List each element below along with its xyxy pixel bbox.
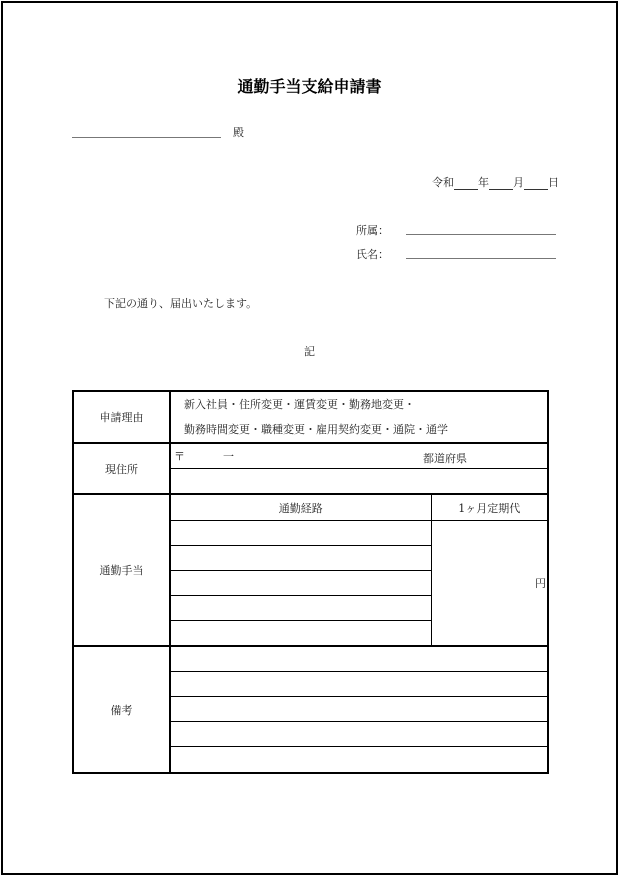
address-field[interactable]	[170, 443, 548, 494]
remarks-field-5[interactable]	[170, 747, 548, 774]
postal-mark: 〒	[174, 450, 185, 463]
addressee-line[interactable]	[72, 137, 221, 138]
year-label: 年	[478, 176, 489, 189]
reason-options[interactable]	[170, 391, 548, 443]
name-label: 氏名：	[356, 248, 389, 261]
reason-row	[73, 391, 548, 443]
route-field-4[interactable]	[170, 596, 431, 621]
reason-label: 申請理由	[73, 391, 170, 443]
day-label: 日	[548, 176, 559, 189]
route-field-5[interactable]	[170, 621, 431, 647]
remarks-row	[73, 646, 548, 672]
route-field-3[interactable]	[170, 571, 431, 596]
ki-heading: 記	[304, 345, 315, 358]
route-field-2[interactable]	[170, 546, 431, 571]
document-title: 通勤手当支給申請書	[237, 77, 382, 96]
address-line-2[interactable]	[171, 469, 547, 493]
allowance-label: 通勤手当	[73, 494, 170, 646]
address-row	[73, 443, 548, 494]
intro-text: 下記の通り、届出いたします。	[104, 297, 258, 310]
address-label: 現住所	[73, 443, 170, 494]
day-field[interactable]	[524, 177, 548, 190]
year-field[interactable]	[454, 177, 478, 190]
yen-unit: 円	[535, 577, 546, 590]
addressee-suffix: 殿	[233, 126, 244, 139]
application-table	[72, 390, 549, 774]
date-line	[432, 174, 559, 190]
affiliation-label: 所属：	[356, 224, 389, 237]
remarks-field-4[interactable]	[170, 722, 548, 747]
month-field[interactable]	[489, 177, 513, 190]
route-field-1[interactable]	[170, 521, 431, 546]
fare-field[interactable]	[431, 521, 548, 647]
name-field[interactable]	[406, 258, 556, 259]
remarks-field-3[interactable]	[170, 697, 548, 722]
prefecture-label: 都道府県	[423, 452, 467, 465]
fare-header: 1ヶ月定期代	[431, 494, 548, 521]
era-label: 令和	[432, 176, 454, 189]
reason-options-line1: 新入社員・住所変更・運賃変更・勤務地変更・	[184, 398, 415, 411]
affiliation-field[interactable]	[406, 234, 556, 235]
reason-options-line2: 勤務時間変更・職種変更・雇用契約変更・通院・通学	[184, 423, 448, 436]
remarks-label: 備考	[73, 646, 170, 773]
route-header: 通勤経路	[170, 494, 431, 521]
month-label: 月	[513, 176, 524, 189]
postal-dash: 一	[223, 450, 234, 463]
remarks-field-1[interactable]	[170, 646, 548, 672]
remarks-field-2[interactable]	[170, 672, 548, 697]
allowance-header-row	[73, 494, 548, 521]
